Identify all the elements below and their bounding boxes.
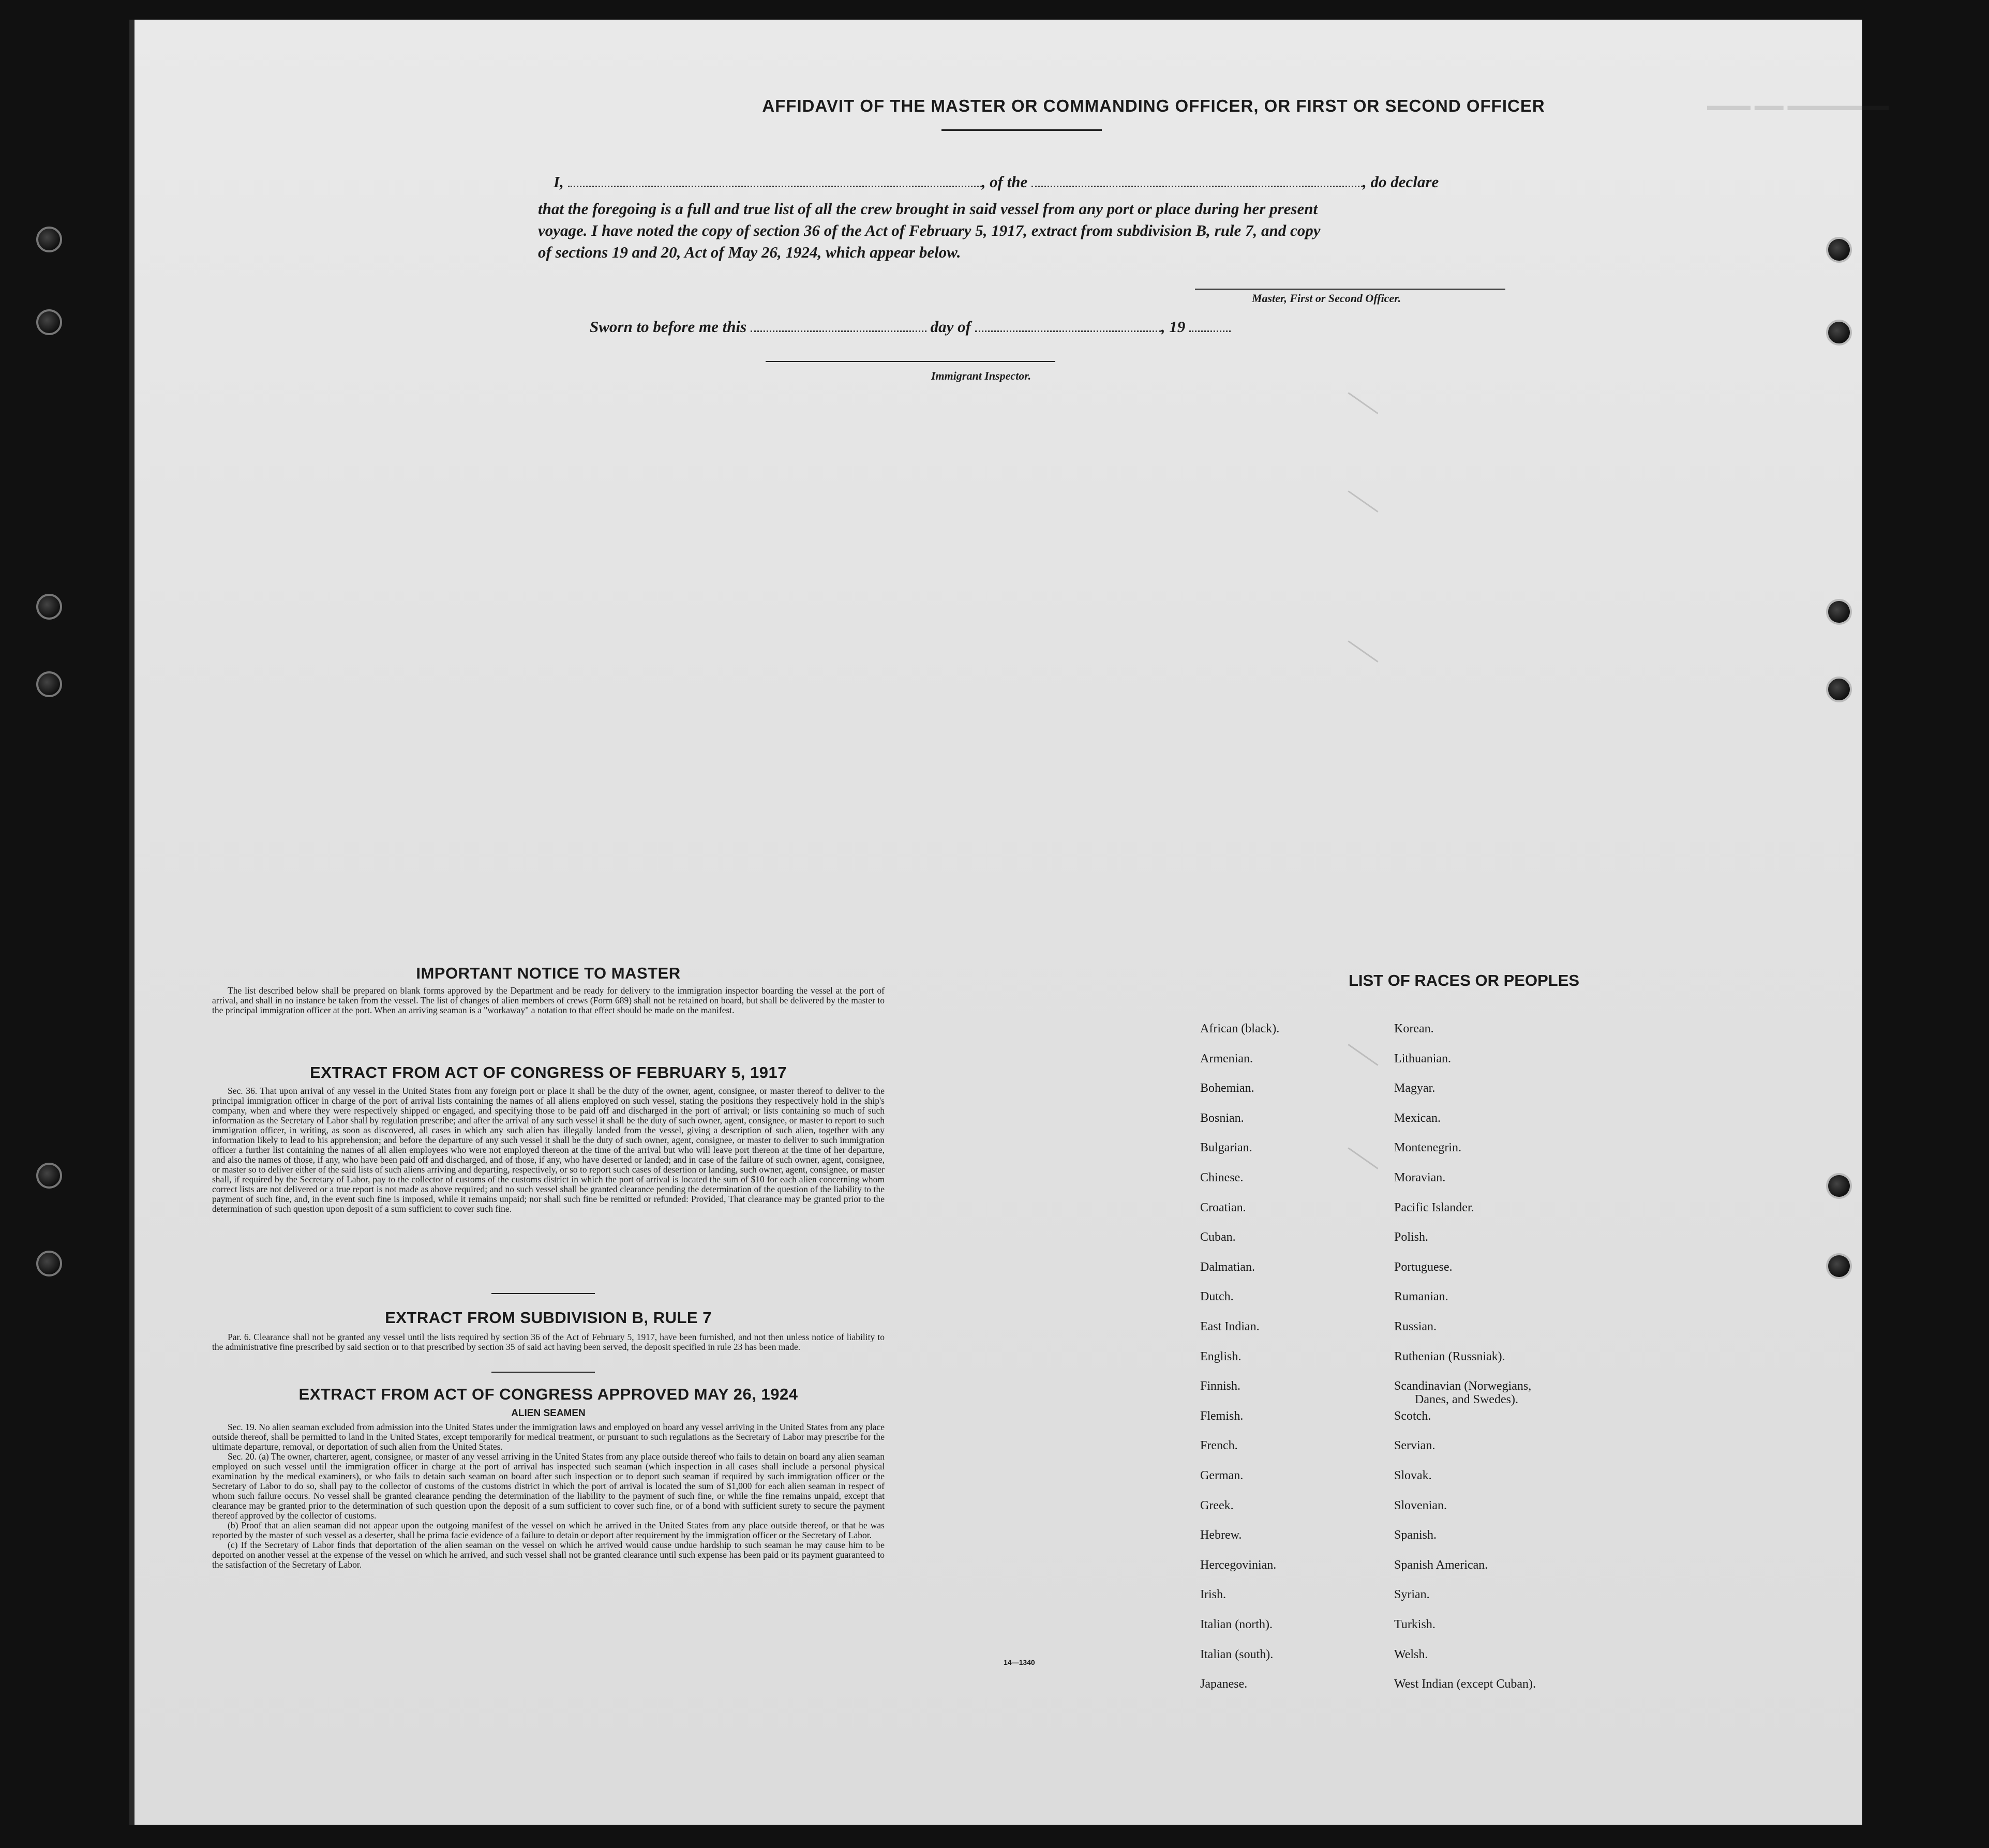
punch-hole-icon: [36, 309, 62, 335]
notice-body: [212, 986, 885, 1015]
notice-paragraph: The list described below shall be prepared on blank forms approved by the Department and be ready for delivery to the immigration inspector boarding the vessel at the port of arrival, and shall in no instance be taken from the vessel. The list of changes of alien members of crews (Form 689) shall not be retained on board, but shall be delivered by the master to the principal immigration officer at the port. When an arriving seaman is a "workaway" a notation to that effect should be made on the manifest.: [212, 985, 885, 1015]
extract-1917-title: EXTRACT FROM ACT OF CONGRESS OF FEBRUARY 5, 1917: [310, 1063, 787, 1081]
race-item: Armenian.: [1200, 1051, 1253, 1065]
par-6-paragraph: Par. 6. Clearance shall not be granted any vessel until the lists required by section 36 of the Act of February 5, 1917, have been furnished, and not then unless notice of liability to the administrative fine prescribed by said section or to that prescribed by section 35 of said act having been served, the deposit specified in rule 23 has been made.: [212, 1332, 885, 1352]
sworn-line: [590, 318, 1231, 336]
race-item: Ruthenian (Russniak).: [1394, 1349, 1505, 1363]
race-item: African (black).: [1200, 1022, 1280, 1035]
race-item: English.: [1200, 1349, 1242, 1363]
race-item: Finnish.: [1200, 1379, 1241, 1393]
race-item: Servian.: [1394, 1439, 1435, 1453]
race-item: Polish.: [1394, 1230, 1429, 1244]
race-item: Slovenian.: [1394, 1498, 1447, 1512]
day-of-text: day of: [930, 318, 971, 336]
affidavit-do-declare: , do declare: [1363, 173, 1439, 191]
bleed-tick: [1348, 392, 1378, 414]
affidavit-line-2: that the foregoing is a full and true list of all the crew brought in said vessel from any port or place during her present: [538, 200, 1318, 218]
sworn-text: Sworn to before me this: [590, 318, 747, 336]
name-blank[interactable]: [568, 173, 982, 187]
race-item: Danes, and Swedes).: [1415, 1393, 1518, 1407]
punch-hole-icon: [1826, 1173, 1852, 1199]
punch-hole-icon: [36, 1251, 62, 1276]
sec-20c-paragraph: (c) If the Secretary of Labor finds that deportation of the alien seaman on the vessel on which he arrived would cause undue hardship to such seaman he may cause him to be deported on another vessel at the expense of the vessel on which he arrived, and such vessel shall not be granted clearance until such expense has been paid or its payment guaranteed to the satisfaction of the Secretary of Labor.: [212, 1540, 885, 1570]
title-underline: [941, 129, 1102, 131]
race-item: Italian (south).: [1200, 1647, 1274, 1661]
affidavit-line-1: [554, 173, 1439, 191]
punch-hole-icon: [36, 1163, 62, 1189]
race-item: Rumanian.: [1394, 1290, 1448, 1304]
affidavit-of-the: , of the: [981, 173, 1028, 191]
punch-hole-icon: [1826, 677, 1852, 702]
race-item: Scotch.: [1394, 1409, 1431, 1423]
race-item: Slovak.: [1394, 1469, 1432, 1482]
race-item: Spanish.: [1394, 1528, 1437, 1542]
race-item: Flemish.: [1200, 1409, 1244, 1423]
race-item: Cuban.: [1200, 1230, 1236, 1244]
bleed-tick: [1348, 1044, 1378, 1066]
race-item: Hebrew.: [1200, 1528, 1242, 1542]
affidavit-line-3: voyage. I have noted the copy of section 36 of the Act of February 5, 1917, extract from subdivision B, rule 7, and copy: [538, 221, 1321, 239]
affidavit-line-4: of sections 19 and 20, Act of May 26, 1924, which appear below.: [538, 243, 961, 261]
race-item: Bohemian.: [1200, 1081, 1254, 1095]
races-title: LIST OF RACES OR PEOPLES: [1348, 971, 1580, 989]
race-item: Portuguese.: [1394, 1260, 1453, 1274]
extract-1924-body: [212, 1422, 885, 1570]
race-item: Croatian.: [1200, 1200, 1246, 1214]
race-item: Japanese.: [1200, 1677, 1248, 1691]
affidavit-title: AFFIDAVIT OF THE MASTER OR COMMANDING OFFICER, OR FIRST OR SECOND OFFICER: [762, 96, 1545, 115]
sworn-year-blank[interactable]: [1189, 318, 1231, 332]
punch-hole-icon: [36, 594, 62, 620]
extract-rule7-title: EXTRACT FROM SUBDIVISION B, RULE 7: [385, 1309, 712, 1327]
punch-hole-icon: [1826, 237, 1852, 263]
punch-hole-icon: [1826, 599, 1852, 625]
race-item: Spanish American.: [1394, 1558, 1488, 1572]
sec-20b-paragraph: (b) Proof that an alien seaman did not appear upon the outgoing manifest of the vessel on which he arrived in the United States from any place outside thereof, or that he was reported by the master of such vessel as a deserter, shall be prima facie evidence of a failure to detain or deport after requirement by the immigration officer or the Secretary of Labor.: [212, 1520, 885, 1540]
race-item: Scandinavian (Norwegians,: [1394, 1379, 1532, 1393]
affidavit-i: I,: [554, 173, 564, 191]
section-divider: [491, 1372, 595, 1373]
race-item: West Indian (except Cuban).: [1394, 1677, 1536, 1691]
bleed-tick: [1348, 490, 1378, 513]
race-item: Turkish.: [1394, 1618, 1435, 1631]
bleed-tick: [1348, 1147, 1378, 1169]
race-item: East Indian.: [1200, 1320, 1260, 1333]
sec-36-paragraph: Sec. 36. That upon arrival of any vessel in the United States from any foreign port or place it shall be the duty of the owner, agent, consignee, or master thereof to deliver to the principal immigration officer in charge of the port of arrival lists containing the names of all aliens employed on such vessel, stating the positions they respectively hold in the ship's company, when and where they were respectively shipped or engaged, and specifying those to be paid off and discharged in the port of arrival; or lists containing so much of such information as the Secretary of Labor shall by regulation prescribe; and after the arrival of any such vessel it shall be the duty of such owner, agent, consignee, or master to report to such immigration officer, in writing, as soon as discovered, all cases in which any such alien has illegally landed from the vessel, giving a description of such alien, together with any information likely to lead to his apprehension; and before the departure of any such vessel it shall be the duty of such owner, agent, consignee, or master to deliver to such immigration officer a further list containing the names of all alien employees who were not employed thereon at the time of the arrival but who will leave port thereon at the time of her departure, and also the names of those, if any, who have been paid off and discharged, and of those, if any, who have deserted or landed; and in case of the failure of such owner, agent, consignee, or master so to deliver either of the said lists of such aliens arriving and departing, respectively, or so to report such cases of desertion or landing, such owner, agent, consignee, or master shall, if required by the Secretary of Labor, pay to the collector of customs of the customs district in which the port of arrival is located the sum of $10 for each alien concerning whom correct lists are not delivered or a true report is not made as above required; and no such vessel shall be granted clearance pending the determination of the question of the liability to the payment of such fine, and, in the event such fine is imposed, while it remains unpaid; nor shall such fine be remitted or refunded: Provided, That clearance may be granted prior to the determination of such question upon deposit of a sum sufficient to cover such fine.: [212, 1086, 885, 1214]
extract-rule7-body: [212, 1332, 885, 1352]
section-divider: [491, 1293, 595, 1294]
race-item: Pacific Islander.: [1394, 1200, 1474, 1214]
punch-hole-icon: [36, 227, 62, 252]
race-item: Korean.: [1394, 1022, 1434, 1035]
race-item: Bulgarian.: [1200, 1141, 1252, 1155]
punch-hole-icon: [36, 671, 62, 697]
race-item: Chinese.: [1200, 1171, 1244, 1184]
race-item: Magyar.: [1394, 1081, 1435, 1095]
bleed-tick: [1348, 640, 1378, 663]
sworn-day-blank[interactable]: [751, 318, 926, 332]
sec-20a-paragraph: Sec. 20. (a) The owner, charterer, agent, consignee, or master of any vessel arriving in the United States from any place outside thereof who fails to detain on board any alien seaman employed on such vessel until the immigration officer in charge at the port of arrival has inspected such seaman (which inspection in all cases shall include a personal physical examination by the medical examiners), or who fails to detain such seaman on board after such inspection or to deport such seaman if required by such immigration officer or the Secretary of Labor to do so, shall pay to the collector of customs of the customs district in which the port of arrival is located the sum of $1,000 for each alien seaman in respect of whom such failure occurs. No vessel shall be granted clearance pending the determination of the liability to the payment of such fine, or while the fine remains unpaid, except that clearance may be granted prior to the determination of such question upon the deposit of a sum sufficient to cover such fine, or of a bond with sufficient surety to secure the payment thereof approved by the collector of customs.: [212, 1451, 885, 1521]
race-item: Dalmatian.: [1200, 1260, 1255, 1274]
year-prefix: , 19: [1161, 318, 1186, 336]
notice-title: IMPORTANT NOTICE TO MASTER: [416, 964, 681, 982]
race-item: French.: [1200, 1439, 1238, 1453]
bleed-through-text: ▬▬▬ ▬▬ ▬▬▬▬▬▬▬: [1707, 97, 1889, 113]
race-item: Lithuanian.: [1394, 1051, 1451, 1065]
document-page: [129, 20, 1889, 1825]
master-signature-line[interactable]: [1195, 289, 1505, 290]
race-item: Irish.: [1200, 1588, 1226, 1602]
form-number: 14—1340: [1004, 1658, 1035, 1666]
race-item: Bosnian.: [1200, 1111, 1244, 1125]
race-item: Mexican.: [1394, 1111, 1441, 1125]
inspector-label: Immigrant Inspector.: [931, 369, 1031, 382]
race-item: Greek.: [1200, 1498, 1234, 1512]
sworn-month-blank[interactable]: [975, 318, 1161, 332]
race-item: Hercegovinian.: [1200, 1558, 1277, 1572]
race-item: Russian.: [1394, 1320, 1437, 1333]
race-item: Dutch.: [1200, 1290, 1234, 1304]
race-item: Welsh.: [1394, 1647, 1428, 1661]
extract-1917-body: [212, 1086, 885, 1214]
alien-seamen-subtitle: ALIEN SEAMEN: [511, 1408, 586, 1419]
inspector-signature-line[interactable]: [766, 361, 1055, 362]
race-item: Italian (north).: [1200, 1618, 1273, 1631]
vessel-blank[interactable]: [1031, 173, 1363, 187]
race-item: Moravian.: [1394, 1171, 1446, 1184]
punch-hole-icon: [1826, 1253, 1852, 1279]
master-signature-label: Master, First or Second Officer.: [1252, 292, 1401, 305]
race-item: Montenegrin.: [1394, 1141, 1461, 1155]
sec-19-paragraph: Sec. 19. No alien seaman excluded from admission into the United States under the immigration laws and employed on board any vessel arriving in the United States from any place outside thereof, shall be permitted to land in the United States, except temporarily for medical treatment, or pursuant to such regulations as the Secretary of Labor may prescribe for the ultimate departure, removal, or deportation of such alien from the United States.: [212, 1422, 885, 1452]
race-item: Syrian.: [1394, 1588, 1430, 1602]
race-item: German.: [1200, 1469, 1244, 1482]
extract-1924-title: EXTRACT FROM ACT OF CONGRESS APPROVED MAY 26, 1924: [298, 1385, 798, 1403]
punch-hole-icon: [1826, 320, 1852, 345]
